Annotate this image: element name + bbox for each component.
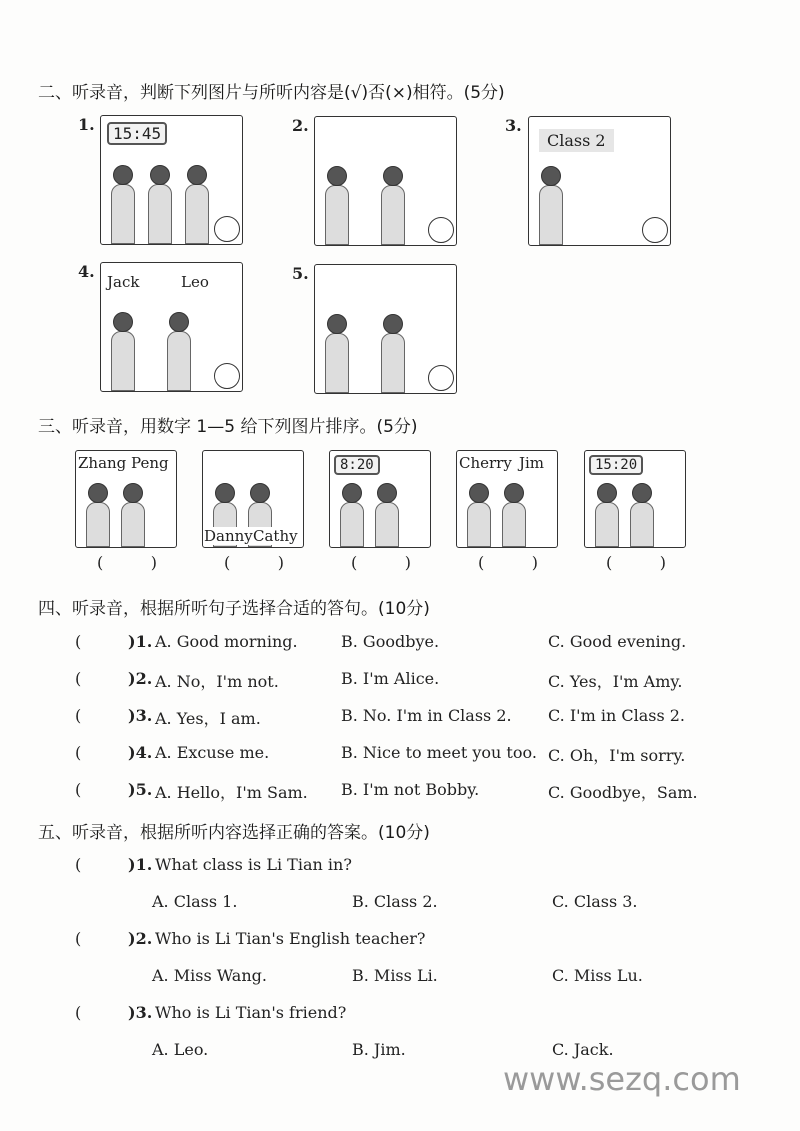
answer-paren-open[interactable]: (	[75, 855, 82, 874]
person-figure	[111, 184, 135, 244]
option-c: C. Good evening.	[548, 632, 687, 651]
answer-paren-open[interactable]: (	[75, 669, 82, 688]
paren-close: )	[404, 553, 411, 572]
name-label: Jim	[519, 454, 545, 472]
paren-open: (	[224, 553, 231, 572]
question-number: )1.	[128, 855, 153, 874]
person-head	[113, 165, 133, 185]
option-a: A. Miss Wang.	[152, 966, 267, 985]
answer-circle[interactable]	[428, 217, 454, 243]
option-a: A. Yes，I am.	[155, 709, 261, 728]
option-b: B. Miss Li.	[352, 966, 438, 985]
person-head	[632, 483, 652, 503]
picture-number: 3.	[505, 116, 522, 135]
section-2-title: 二、听录音，判断下列图片与所听内容是(√)否(×)相符。(5分)	[38, 83, 505, 103]
option-c: C. Jack.	[552, 1040, 614, 1059]
option-b: B. Goodbye.	[341, 632, 440, 651]
picture-1	[100, 115, 243, 245]
clock-display: 8:20	[334, 455, 380, 475]
picture-number: 1.	[78, 115, 95, 134]
name-label: Danny	[204, 527, 253, 545]
picture-5	[314, 264, 457, 394]
picture-number: 2.	[292, 116, 309, 135]
person-figure	[167, 331, 191, 391]
person-head	[187, 165, 207, 185]
person-head	[327, 166, 347, 186]
option-b: B. I'm Alice.	[341, 669, 440, 688]
order-picture-3	[329, 450, 431, 548]
answer-circle[interactable]	[428, 365, 454, 391]
paren-close: )	[531, 553, 538, 572]
option-b: B. Jim.	[352, 1040, 406, 1059]
order-picture-5	[584, 450, 686, 548]
option-c: C. Class 3.	[552, 892, 638, 911]
section-5-title: 五、听录音，根据所听内容选择正确的答案。(10分)	[38, 823, 430, 843]
name-label: Leo	[181, 273, 209, 291]
answer-circle[interactable]	[642, 217, 668, 243]
answer-paren-open[interactable]: (	[75, 929, 82, 948]
paren-open: (	[97, 553, 104, 572]
person-head	[597, 483, 617, 503]
person-head	[342, 483, 362, 503]
paren-close: )	[150, 553, 157, 572]
person-figure	[375, 502, 399, 547]
question-number: )2.	[128, 929, 153, 948]
option-c: C. I'm in Class 2.	[548, 706, 685, 725]
option-b: B. Class 2.	[352, 892, 438, 911]
person-head	[541, 166, 561, 186]
person-head	[504, 483, 524, 503]
option-c: C. Yes，I'm Amy.	[548, 672, 683, 691]
person-figure	[111, 331, 135, 391]
option-b: B. No. I'm in Class 2.	[341, 706, 512, 725]
question-text: What class is Li Tian in?	[155, 855, 352, 874]
person-head	[469, 483, 489, 503]
question-number: )1.	[128, 632, 153, 651]
option-c: C. Oh，I'm sorry.	[548, 746, 686, 765]
section-4-title: 四、听录音，根据所听句子选择合适的答句。(10分)	[38, 599, 430, 619]
paren-close: )	[659, 553, 666, 572]
person-figure	[86, 502, 110, 547]
clock-display: 15:45	[107, 122, 167, 145]
person-figure	[121, 502, 145, 547]
answer-paren-open[interactable]: (	[75, 706, 82, 725]
picture-3	[528, 116, 671, 246]
name-label: Jack	[107, 273, 140, 291]
person-head	[383, 166, 403, 186]
class-sign: Class 2	[539, 129, 614, 152]
picture-4	[100, 262, 243, 392]
question-number: )4.	[128, 743, 153, 762]
person-head	[169, 312, 189, 332]
person-figure	[148, 184, 172, 244]
answer-paren-open[interactable]: (	[75, 743, 82, 762]
option-a: A. Good morning.	[155, 632, 298, 651]
order-picture-1	[75, 450, 177, 548]
name-label: Cherry	[459, 454, 512, 472]
name-label: Zhang Peng	[78, 454, 169, 472]
person-figure	[630, 502, 654, 547]
person-head	[215, 483, 235, 503]
person-head	[250, 483, 270, 503]
picture-number: 5.	[292, 264, 309, 283]
paren-open: (	[606, 553, 613, 572]
section-3-title: 三、听录音，用数字 1—5 给下列图片排序。(5分)	[38, 417, 418, 437]
option-a: A. Leo.	[152, 1040, 209, 1059]
option-c: C. Goodbye，Sam.	[548, 783, 698, 802]
person-figure	[381, 185, 405, 245]
answer-circle[interactable]	[214, 216, 240, 242]
person-head	[383, 314, 403, 334]
person-figure	[340, 502, 364, 547]
option-c: C. Miss Lu.	[552, 966, 643, 985]
paren-open: (	[478, 553, 485, 572]
order-answer-blank[interactable]	[97, 553, 157, 572]
paren-close: )	[277, 553, 284, 572]
order-picture-2	[202, 450, 304, 548]
person-figure	[539, 185, 563, 245]
person-figure	[185, 184, 209, 244]
question-number: )5.	[128, 780, 153, 799]
person-head	[150, 165, 170, 185]
option-a: A. Excuse me.	[155, 743, 270, 762]
name-label: Cathy	[253, 527, 298, 545]
answer-paren-open[interactable]: (	[75, 1003, 82, 1022]
order-answer-blank[interactable]	[351, 553, 411, 572]
question-number: )2.	[128, 669, 153, 688]
person-head	[123, 483, 143, 503]
order-answer-blank[interactable]	[606, 553, 666, 572]
paren-open: (	[351, 553, 358, 572]
option-a: A. Hello，I'm Sam.	[155, 783, 308, 802]
option-b: B. I'm not Bobby.	[341, 780, 480, 799]
person-head	[113, 312, 133, 332]
question-number: )3.	[128, 1003, 153, 1022]
option-a: A. No，I'm not.	[155, 672, 279, 691]
watermark: www.sezq.com	[503, 1060, 741, 1098]
option-b: B. Nice to meet you too.	[341, 743, 537, 762]
clock-display: 15:20	[589, 455, 643, 475]
question-text: Who is Li Tian's friend?	[155, 1003, 347, 1022]
person-figure	[381, 333, 405, 393]
person-figure	[467, 502, 491, 547]
answer-paren-open[interactable]: (	[75, 632, 82, 651]
order-answer-blank[interactable]	[478, 553, 538, 572]
person-figure	[325, 333, 349, 393]
person-figure	[595, 502, 619, 547]
person-head	[327, 314, 347, 334]
picture-number: 4.	[78, 262, 95, 281]
question-number: )3.	[128, 706, 153, 725]
answer-paren-open[interactable]: (	[75, 780, 82, 799]
picture-2	[314, 116, 457, 246]
person-head	[88, 483, 108, 503]
person-head	[377, 483, 397, 503]
question-text: Who is Li Tian's English teacher?	[155, 929, 426, 948]
option-a: A. Class 1.	[152, 892, 238, 911]
order-answer-blank[interactable]	[224, 553, 284, 572]
person-figure	[502, 502, 526, 547]
answer-circle[interactable]	[214, 363, 240, 389]
person-figure	[325, 185, 349, 245]
order-picture-4	[456, 450, 558, 548]
